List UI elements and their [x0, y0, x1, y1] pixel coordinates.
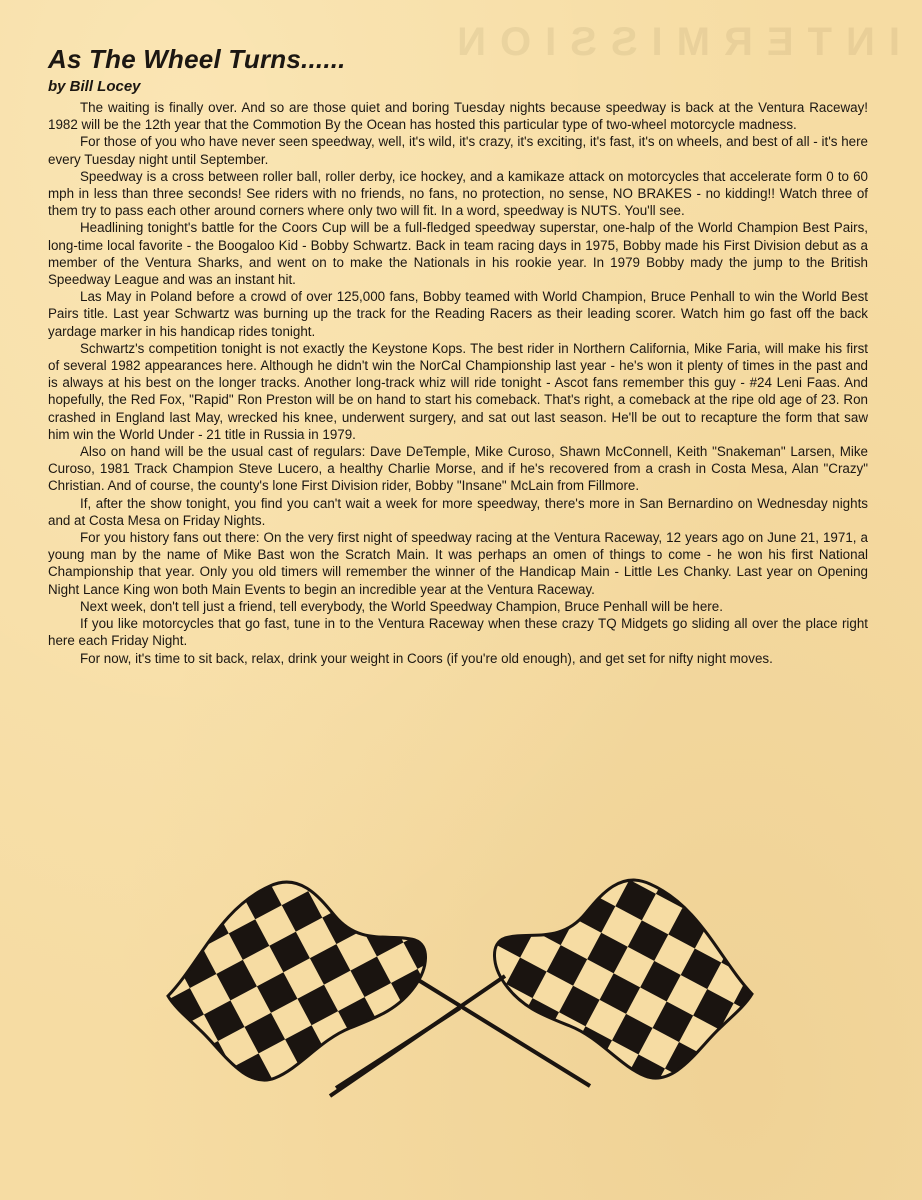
article-paragraph: Schwartz's competition tonight is not exactly the Keystone Kops. The best rider in Northern California, Mike Faria, will make his first of several 1982 appearances here. Although he didn't win the NorCal Championship last year - he's won it plenty of times in the past and is always at his best on the longer tracks. Another long-track whiz will ride tonight - Ascot fans remember this guy - #24 Leni Faas. And hopefully, the Red Fox, "Rapid" Ron Preston will be on hand to start his comeback. That's right, a comeback at the ripe old age of 23. Ron crashed in England last May, wrecked his knee, underwent surgery, and sat out last season. He'll be out to recapture the form that saw him win the World Under - 21 title in Russia in 1979. — [48, 340, 868, 442]
article-paragraph: Speedway is a cross between roller ball, roller derby, ice hockey, and a kamikaze attack on motorcycles that accelerate form 0 to 60 mph in less than three seconds! See riders with no friends, no fans, no protection, no sense, NO BRAKES - no kidding!! Watch three of them try to pass each other around corners where only two will fit. In a word, speedway is NUTS. You'll see. — [48, 168, 868, 219]
article-paragraph: The waiting is finally over. And so are those quiet and boring Tuesday nights because speedway is back at the Ventura Raceway! 1982 will be the 12th year that the Commotion By the Ocean has hosted this particular type of two-wheel motorcycle madness. — [48, 100, 868, 133]
article-paragraph: Las May in Poland before a crowd of over 125,000 fans, Bobby teamed with World Champion, Bruce Penhall to win the World Best Pairs title. Last year Schwartz was burning up the track for the Reading Racers as their leading scorer. Watch him go fast off the back yardage marker in his handicap rides tonight. — [48, 289, 868, 339]
bleed-through-text: INTERMISSION — [443, 20, 900, 64]
article-body — [48, 99, 868, 667]
article-paragraph: For those of you who have never seen speedway, well, it's wild, it's crazy, it's exciting, it's fast, it's on wheels, and best of all - it's here every Tuesday night until September. — [48, 134, 868, 167]
article-paragraph: For you history fans out there: On the very first night of speedway racing at the Ventura Raceway, 12 years ago on June 21, 1971, a young man by the name of Mike Bast won the Scratch Main. It was perhaps an omen of things to come - he won his first National Championship that year. Only you old timers will remember the winner of the Handicap Main - Little Les Chanky. Last year on Opening Night Lance King won both Main Events to begin an incredible year at the Ventura Raceway. — [48, 530, 868, 597]
crossed-checkered-flags-icon — [160, 868, 760, 1108]
article-paragraph: Headlining tonight's battle for the Coors Cup will be a full-fledged speedway superstar, one-halp of the World Champion Best Pairs, long-time local favorite - the Boogaloo Kid - Bobby Schwartz. Back in team racing days in 1975, Bobby made his First Division debut as a member of the Ventura Sharks, and went on to make the Nationals in his rookie year. In 1979 Bobby mady the jump to the British Speedway League and was an instant hit. — [48, 220, 868, 288]
article-paragraph: For now, it's time to sit back, relax, drink your weight in Coors (if you're old enough), and get set for nifty night moves. — [80, 650, 773, 666]
article-paragraph: Next week, don't tell just a friend, tell everybody, the World Speedway Champion, Bruce Penhall will be here. — [80, 598, 723, 614]
article-paragraph: If you like motorcycles that go fast, tune in to the Ventura Raceway when these crazy TQ Midgets go sliding all over the place right here each Friday Night. — [48, 616, 868, 649]
article-title: As The Wheel Turns...... — [48, 44, 346, 74]
article-byline: by Bill Locey — [48, 78, 141, 95]
article-paragraph: If, after the show tonight, you find you can't wait a week for more speedway, there's more in San Bernardino on Wednesday nights and at Costa Mesa on Friday Nights. — [48, 495, 868, 528]
article-paragraph: Also on hand will be the usual cast of regulars: Dave DeTemple, Mike Curoso, Shawn McConnell, Keith "Snakeman" Larsen, Mike Curoso, 1981 Track Champion Steve Lucero, a healthy Charlie Morse, and if he's recovered from a crash in Costa Mesa, Alan "Crazy" Christian. And of course, the county's lone First Division rider, Bobby "Insane" McLain from Fillmore. — [48, 444, 868, 494]
